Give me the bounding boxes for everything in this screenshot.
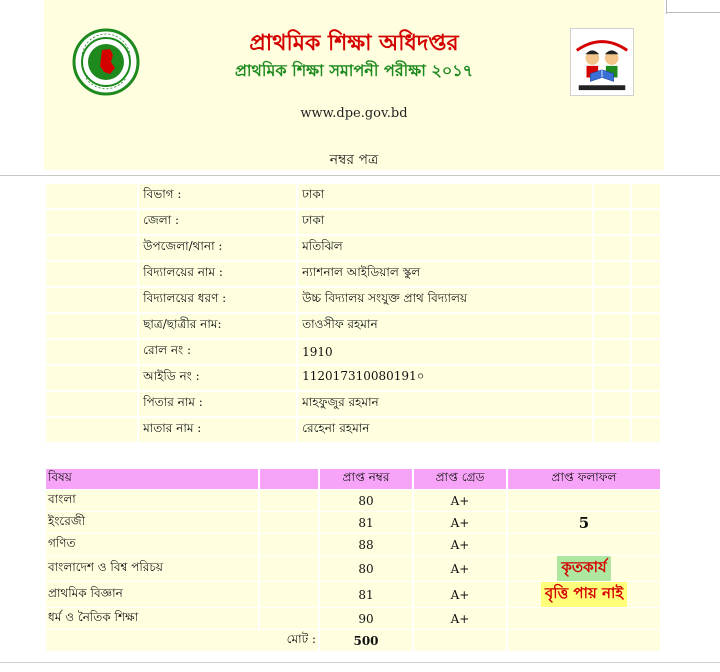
- info-label: বিদ্যালয়ের নাম :: [139, 262, 296, 286]
- info-empty-cell: [46, 314, 137, 338]
- subject-grade: A+: [414, 534, 506, 555]
- info-row: [46, 366, 660, 390]
- info-empty-cell: [594, 288, 630, 312]
- info-label: আইডি নং :: [139, 366, 296, 390]
- info-empty-cell: [632, 392, 660, 416]
- info-empty-cell: [632, 236, 660, 260]
- subject-grade: A+: [414, 512, 506, 533]
- info-label: রোল নং :: [139, 340, 296, 364]
- info-empty-cell: [46, 366, 137, 390]
- info-label: জেলা :: [139, 210, 296, 234]
- subject-marks: 90: [320, 608, 412, 629]
- pass-status-cell: [508, 556, 660, 581]
- info-label: ছাত্র/ছাত্রীর নাম:: [139, 314, 296, 338]
- gpa-value: 5: [578, 513, 590, 532]
- marksheet-title: নম্বর পত্র: [329, 152, 379, 168]
- info-empty-cell: [46, 392, 137, 416]
- spacer-cell: [260, 512, 318, 533]
- website-link[interactable]: www.dpe.gov.bd: [300, 106, 408, 121]
- subject-name: ইংরেজী: [46, 512, 258, 533]
- pass-status: কৃতকার্য: [557, 556, 610, 581]
- info-empty-cell: [632, 314, 660, 338]
- spacer-cell: [260, 582, 318, 607]
- info-empty-cell: [632, 288, 660, 312]
- total-value: 500: [320, 630, 412, 651]
- info-row: [46, 418, 660, 442]
- info-empty-cell: [632, 184, 660, 208]
- subject-name: প্রাথমিক বিজ্ঞান: [46, 582, 258, 607]
- info-empty-cell: [632, 366, 660, 390]
- subject-marks: 88: [320, 534, 412, 555]
- info-empty-cell: [46, 340, 137, 364]
- subject-row: [46, 534, 660, 555]
- info-row: [46, 340, 660, 364]
- total-row: [46, 630, 660, 651]
- info-empty-cell: [594, 210, 630, 234]
- info-value: 112017310080191০: [298, 366, 592, 390]
- subject-marks: 80: [320, 490, 412, 511]
- info-empty-cell: [632, 418, 660, 442]
- subject-grade: A+: [414, 582, 506, 607]
- subject-name: ধর্ম ও নৈতিক শিক্ষা: [46, 608, 258, 629]
- spacer-cell: [260, 608, 318, 629]
- result-empty-cell: [508, 534, 660, 555]
- info-empty-cell: [594, 314, 630, 338]
- scholarship-status: বৃত্তি পায় নাই: [541, 582, 627, 607]
- info-empty-cell: [594, 392, 630, 416]
- info-empty-cell: [632, 210, 660, 234]
- info-empty-cell: [46, 418, 137, 442]
- info-row: [46, 184, 660, 208]
- info-empty-cell: [46, 184, 137, 208]
- subject-marks: 81: [320, 582, 412, 607]
- info-value: উচ্চ বিদ্যালয় সংযুক্ত প্রাথ বিদ্যালয়: [298, 288, 592, 312]
- info-row: [46, 262, 660, 286]
- subject-row: [46, 608, 660, 629]
- info-label: মাতার নাম :: [139, 418, 296, 442]
- subject-grade: A+: [414, 608, 506, 629]
- marks-header: প্রাপ্ত নম্বর: [320, 469, 412, 489]
- info-label: পিতার নাম :: [139, 392, 296, 416]
- marks-header-row: [46, 469, 660, 489]
- subject-row: [46, 512, 660, 533]
- info-empty-cell: [632, 262, 660, 286]
- info-empty-cell: [594, 262, 630, 286]
- info-row: [46, 288, 660, 312]
- info-label: বিভাগ :: [139, 184, 296, 208]
- spacer-cell: [260, 556, 318, 581]
- subject-row: [46, 582, 660, 607]
- info-row: [46, 314, 660, 338]
- subject-header: বিষয়: [46, 469, 258, 489]
- result-header: প্রাপ্ত ফলাফল: [508, 469, 660, 489]
- total-empty-cell: [508, 630, 660, 651]
- info-value: ঢাকা: [298, 184, 592, 208]
- subject-marks: 81: [320, 512, 412, 533]
- info-value: ঢাকা: [298, 210, 592, 234]
- subject-name: বাংলাদেশ ও বিশ্ব পরিচয়: [46, 556, 258, 581]
- student-info-table: [44, 182, 662, 444]
- info-empty-cell: [46, 262, 137, 286]
- marks-table: [44, 468, 662, 652]
- result-empty-cell: [508, 490, 660, 511]
- info-value: মাহফুজুর রহমান: [298, 392, 592, 416]
- spacer-cell: [260, 534, 318, 555]
- page-edge-horizontal: [666, 12, 720, 13]
- grade-header: প্রাপ্ত গ্রেড: [414, 469, 506, 489]
- spacer-cell: [260, 490, 318, 511]
- info-empty-cell: [46, 210, 137, 234]
- info-value: তাওসীফ রহমান: [298, 314, 592, 338]
- info-empty-cell: [594, 236, 630, 260]
- subject-grade: A+: [414, 556, 506, 581]
- info-value: ন্যাশনাল আইডিয়াল স্কুল: [298, 262, 592, 286]
- info-empty-cell: [46, 288, 137, 312]
- subject-name: বাংলা: [46, 490, 258, 511]
- subject-marks: 80: [320, 556, 412, 581]
- info-value: মতিঝিল: [298, 236, 592, 260]
- page-bottom-edge: [0, 662, 720, 663]
- info-empty-cell: [594, 184, 630, 208]
- info-empty-cell: [594, 366, 630, 390]
- info-empty-cell: [632, 340, 660, 364]
- info-value: রেহেনা রহমান: [298, 418, 592, 442]
- total-label: মোট :: [46, 630, 318, 651]
- info-label: উপজেলা/থানা :: [139, 236, 296, 260]
- info-row: [46, 392, 660, 416]
- info-empty-cell: [594, 418, 630, 442]
- page-title: প্রাথমিক শিক্ষা অধিদপ্তর: [249, 30, 459, 56]
- info-value: 1910: [298, 340, 592, 364]
- info-empty-cell: [46, 236, 137, 260]
- subject-grade: A+: [414, 490, 506, 511]
- total-empty-cell: [414, 630, 506, 651]
- exam-subtitle: প্রাথমিক শিক্ষা সমাপনী পরীক্ষা ২০১৭: [234, 61, 474, 80]
- info-empty-cell: [594, 340, 630, 364]
- info-label: বিদ্যালয়ের ধরণ :: [139, 288, 296, 312]
- header-divider: [0, 175, 720, 176]
- info-row: [46, 210, 660, 234]
- scholarship-status-cell: [508, 582, 660, 607]
- subject-row: [46, 556, 660, 581]
- subject-name: গণিত: [46, 534, 258, 555]
- gpa-cell: [508, 512, 660, 533]
- spacer-header: [260, 469, 318, 489]
- result-empty-cell: [508, 608, 660, 629]
- info-row: [46, 236, 660, 260]
- subject-row: [46, 490, 660, 511]
